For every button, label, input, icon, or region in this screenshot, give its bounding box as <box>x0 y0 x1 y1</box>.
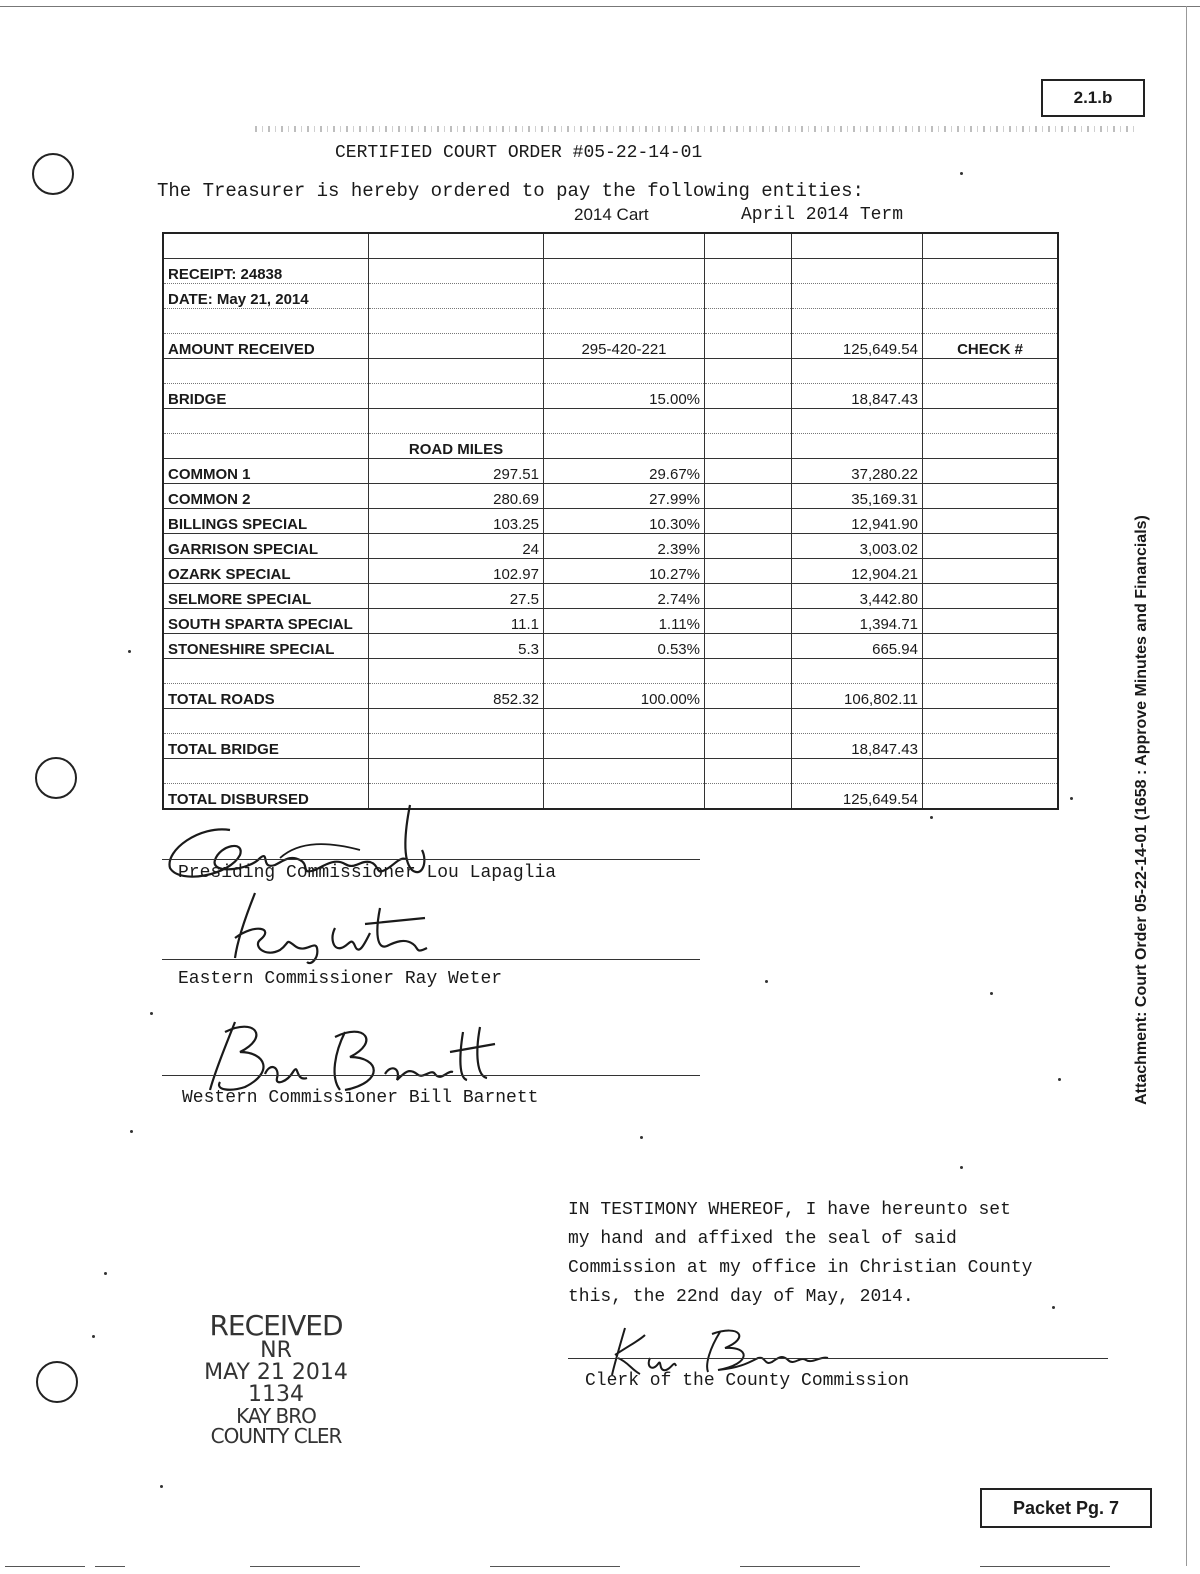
scan-speck <box>92 1335 95 1338</box>
attachment-tag: 2.1.b <box>1041 79 1145 117</box>
presiding-signature-line <box>162 859 700 860</box>
receipt-number: RECEIPT: 24838 <box>163 259 369 284</box>
stamp-time: 1134 <box>248 1382 304 1407</box>
table-row <box>163 484 1058 509</box>
scan-speck <box>960 1166 963 1169</box>
total-bridge-amount: 18,847.43 <box>792 734 923 759</box>
entity-name: COMMON 2 <box>163 484 369 509</box>
order-title: CERTIFIED COURT ORDER #05-22-14-01 <box>335 143 703 163</box>
term-label: April 2014 Term <box>741 205 904 225</box>
stamp-name: KAY BRO <box>236 1404 316 1428</box>
date-row <box>163 284 1058 309</box>
scan-dash <box>980 1566 1110 1567</box>
road-percent: 0.53% <box>544 634 705 659</box>
total-bridge-label: TOTAL BRIDGE <box>163 734 369 759</box>
road-miles-header: ROAD MILES <box>369 434 544 459</box>
scan-speck <box>765 980 768 983</box>
disbursement-table <box>162 232 1059 810</box>
scan-speck <box>130 1130 133 1133</box>
testimony-line: my hand and affixed the seal of said <box>568 1229 957 1249</box>
road-percent: 29.67% <box>544 459 705 484</box>
page-right-edge <box>1186 6 1187 1566</box>
road-miles: 24 <box>369 534 544 559</box>
amount-received-label: AMOUNT RECEIVED <box>163 334 369 359</box>
total-bridge-row <box>163 734 1058 759</box>
total-disbursed-amount: 125,649.54 <box>792 784 923 810</box>
attachment-side-note: Attachment: Court Order 05-22-14-01 (1658 : Approve Minutes and Financials) <box>1133 515 1150 1105</box>
table-row <box>163 459 1058 484</box>
scan-dash <box>740 1566 860 1567</box>
scan-dash <box>5 1566 85 1567</box>
scan-speck <box>1058 1078 1061 1081</box>
road-miles-header-row <box>163 434 1058 459</box>
road-miles: 27.5 <box>369 584 544 609</box>
western-commissioner-title: Western Commissioner Bill Barnett <box>182 1088 539 1108</box>
eastern-commissioner-title: Eastern Commissioner Ray Weter <box>178 969 503 989</box>
cart-label: 2014 Cart <box>574 205 649 224</box>
account-number: 295-420-221 <box>544 334 705 359</box>
total-roads-percent: 100.00% <box>544 684 705 709</box>
binder-hole-top <box>32 153 74 195</box>
scan-speck <box>160 1485 163 1488</box>
road-miles: 280.69 <box>369 484 544 509</box>
road-percent: 10.27% <box>544 559 705 584</box>
scan-speck <box>960 172 963 175</box>
table-row <box>163 534 1058 559</box>
road-amount: 37,280.22 <box>792 459 923 484</box>
road-miles: 11.1 <box>369 609 544 634</box>
scan-speck <box>640 1136 643 1139</box>
scan-speck <box>128 650 131 653</box>
entity-name: SELMORE SPECIAL <box>163 584 369 609</box>
entity-name: COMMON 1 <box>163 459 369 484</box>
entity-name: GARRISON SPECIAL <box>163 534 369 559</box>
road-amount: 3,442.80 <box>792 584 923 609</box>
scan-speck <box>104 1272 107 1275</box>
road-miles: 103.25 <box>369 509 544 534</box>
bridge-amount: 18,847.43 <box>792 384 923 409</box>
road-percent: 2.74% <box>544 584 705 609</box>
testimony-line: IN TESTIMONY WHEREOF, I have hereunto set <box>568 1200 1011 1220</box>
road-percent: 1.11% <box>544 609 705 634</box>
road-amount: 3,003.02 <box>792 534 923 559</box>
binder-hole-middle <box>35 757 77 799</box>
total-disbursed-label: TOTAL DISBURSED <box>163 784 369 810</box>
stamp-date: MAY 21 2014 <box>204 1360 348 1385</box>
stamp-received: RECEIVED <box>209 1309 343 1342</box>
payment-instruction: The Treasurer is hereby ordered to pay the following entities: <box>157 180 864 202</box>
clerk-title: Clerk of the County Commission <box>585 1371 910 1391</box>
eastern-signature-line <box>162 959 700 960</box>
table-row <box>163 584 1058 609</box>
road-percent: 2.39% <box>544 534 705 559</box>
scan-dash <box>250 1566 360 1567</box>
scan-dash <box>490 1566 620 1567</box>
scan-speck <box>150 1012 153 1015</box>
bridge-row <box>163 384 1058 409</box>
total-roads-amount: 106,802.11 <box>792 684 923 709</box>
stamp-office: COUNTY CLER <box>210 1424 342 1448</box>
table-row <box>163 609 1058 634</box>
bridge-percent: 15.00% <box>544 384 705 409</box>
packet-page-number: Packet Pg. 7 <box>980 1488 1152 1528</box>
testimony-paragraph <box>568 1196 1128 1312</box>
road-amount: 12,904.21 <box>792 559 923 584</box>
scan-speck <box>990 992 993 995</box>
total-roads-row <box>163 684 1058 709</box>
entity-name: STONESHIRE SPECIAL <box>163 634 369 659</box>
total-roads-miles: 852.32 <box>369 684 544 709</box>
total-roads-label: TOTAL ROADS <box>163 684 369 709</box>
testimony-line: Commission at my office in Christian County <box>568 1258 1033 1278</box>
road-miles: 102.97 <box>369 559 544 584</box>
receipt-row <box>163 259 1058 284</box>
received-stamp <box>196 1309 356 1448</box>
entity-name: SOUTH SPARTA SPECIAL <box>163 609 369 634</box>
receipt-date: DATE: May 21, 2014 <box>163 284 369 309</box>
entity-name: OZARK SPECIAL <box>163 559 369 584</box>
entity-name: BILLINGS SPECIAL <box>163 509 369 534</box>
table-row <box>163 509 1058 534</box>
scan-speck <box>930 816 933 819</box>
road-miles: 297.51 <box>369 459 544 484</box>
road-percent: 27.99% <box>544 484 705 509</box>
check-number-label: CHECK # <box>923 334 1059 359</box>
road-miles: 5.3 <box>369 634 544 659</box>
western-signature-line <box>162 1075 700 1076</box>
road-amount: 35,169.31 <box>792 484 923 509</box>
eastern-commissioner-signature <box>215 888 455 968</box>
scan-dash <box>95 1566 125 1567</box>
table-row <box>163 559 1058 584</box>
scan-speck <box>1052 1306 1055 1309</box>
binder-hole-bottom <box>36 1361 78 1403</box>
road-amount: 665.94 <box>792 634 923 659</box>
road-amount: 12,941.90 <box>792 509 923 534</box>
testimony-line: this, the 22nd day of May, 2014. <box>568 1287 914 1307</box>
table-row <box>163 634 1058 659</box>
page-top-edge <box>0 6 1200 7</box>
amount-received-value: 125,649.54 <box>792 334 923 359</box>
presiding-commissioner-title: Presiding Commissioner Lou Lapaglia <box>178 863 557 883</box>
road-amount: 1,394.71 <box>792 609 923 634</box>
clerk-signature-line <box>568 1358 1108 1359</box>
scan-noise <box>255 126 1135 132</box>
scan-speck <box>1070 797 1073 800</box>
amount-received-row <box>163 334 1058 359</box>
stamp-initials: NR <box>260 1338 292 1363</box>
bridge-label: BRIDGE <box>163 384 369 409</box>
road-percent: 10.30% <box>544 509 705 534</box>
